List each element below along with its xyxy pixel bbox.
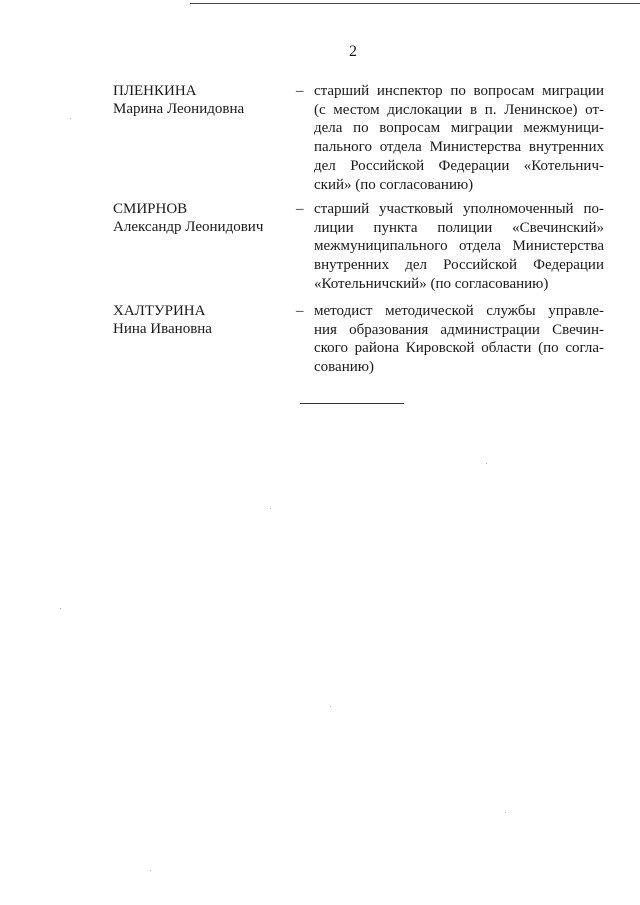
member-position-description [314,200,604,294]
description-line: дела по вопросам миграции межмуници- [314,120,604,137]
member-surname: ХАЛТУРИНА [113,303,206,319]
member-surname: СМИРНОВ [113,201,188,217]
member-given-names: Нина Ивановна [113,321,212,337]
description-line: дел Российской Федерации «Котельнич- [314,157,604,174]
description-line: старший инспектор по вопросам миграции [314,83,604,99]
scan-speck [486,463,487,464]
description-line: лиции пункта полиции «Свечинский» [314,219,604,236]
page-number: 2 [349,43,357,60]
member-surname: ПЛЕНКИНА [113,83,197,99]
member-name-block [113,82,293,118]
member-name-block [113,302,293,338]
scan-speck [505,812,506,813]
description-line: пального отдела Министерства внутренних [314,139,604,156]
member-position-description [314,82,604,194]
description-line: внутренних дел Российской Федерации [314,257,604,274]
member-position-description [314,302,604,377]
scan-speck [330,706,331,707]
description-line: ния образования администрации Свечин- [314,321,604,338]
description-line: ского района Кировской области (по согла- [314,340,604,357]
dash-separator: – [296,83,304,99]
scan-speck [70,118,71,119]
dash-separator: – [296,201,304,217]
description-line: сованию) [314,359,374,376]
end-of-list-line [300,403,404,404]
description-line: старший участковый уполномоченный по- [314,201,604,217]
dash-separator: – [296,303,304,319]
description-line: межмуниципального отдела Министерства [314,238,604,255]
scan-speck [270,508,271,509]
top-border-line [190,3,640,4]
scan-speck [150,870,151,871]
member-name-block [113,200,293,236]
description-line: методист методической службы управле- [314,303,604,319]
description-line: ский» (по согласованию) [314,176,474,193]
member-given-names: Александр Леонидович [113,219,264,235]
member-given-names: Марина Леонидовна [113,101,245,117]
description-line: «Котельничский» (по согласованию) [314,275,549,292]
scan-speck [60,608,61,609]
description-line: (с местом дислокации в п. Ленинское) от- [314,101,604,118]
